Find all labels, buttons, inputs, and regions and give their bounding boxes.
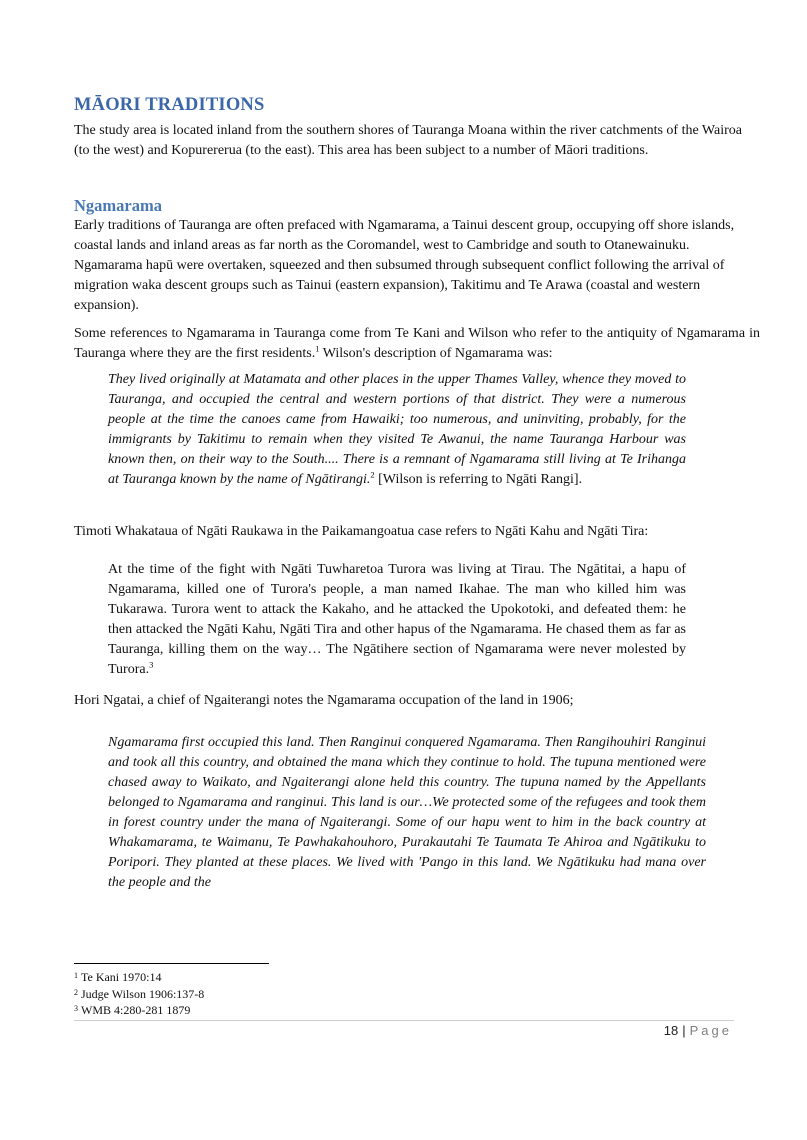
footnote-1-text: Te Kani 1970:14 bbox=[81, 970, 162, 984]
paragraph-timoti: Timoti Whakataua of Ngāti Raukawa in the Paikamangoatua case refers to Ngāti Kahu and Ngāti Tira: bbox=[74, 524, 649, 539]
page-footer bbox=[664, 1023, 732, 1038]
paragraph-hori-ngatai: Hori Ngatai, a chief of Ngaiterangi notes the Ngamarama occupation of the land in 1906; bbox=[74, 693, 574, 708]
footnote-2-text: Judge Wilson 1906:137-8 bbox=[81, 986, 205, 1001]
paragraph-references-text-cont: Wilson's description of Ngamarama was: bbox=[319, 346, 553, 361]
footnote-ref-3: 3 bbox=[149, 659, 154, 670]
footer-separator: | bbox=[682, 1023, 686, 1038]
section-heading: MĀORI TRADITIONS bbox=[74, 95, 265, 115]
quote-hori-ngatai: Ngamarama first occupied this land. Then Ranginui conquered Ngamarama. Then Rangihouhiri Ranginui and took all this country, and obtained the mana which they continue to hold. The tupuna mentioned were chased away to Waikato, and Ngaiterangi alone held this country. The tupuna named by the Appellants belonged to Ngamarama and ranginui. This land is our…We protected some of the refugees and took them in forest country under the mana of Ngaiterangi. Some of our hapu went to him in the back country at Whakamarama, te Waimanu, Te Pawhakahouhoro, Purakautahi Te Taumata Te Ahiroa and Ngātikuku to Poripori. They planted at these places. We lived with 'Pango in this land. We Ngātikuku had mana over the people and the bbox=[108, 735, 706, 890]
intro-paragraph: The study area is located inland from the southern shores of Tauranga Moana within the river catchments of the Wairoa (to the west) and Kopurererua (to the east). This area has been subject to a number of Māori traditions. bbox=[74, 123, 742, 158]
footnote-2 bbox=[74, 986, 204, 1003]
subsection-heading: Ngamarama bbox=[74, 196, 162, 215]
footnote-divider bbox=[74, 963, 269, 964]
quote-wilson-text: They lived originally at Matamata and other places in the upper Thames Valley, whence they moved to Tauranga, and occupied the central and western portions of that district. They were a numerous people at the time the canoes came from Hawaiki; too numerous, and uninviting, probably, for the immigrants by Takitimu to remain when they visited Te Awanui, the name Tauranga Harbour was known then, on their way to the South.... There is a remnant of Ngamarama still living at Te Irihanga at Tauranga known by the name of Ngātirangi. bbox=[108, 372, 686, 487]
quote-wilson bbox=[108, 370, 686, 490]
page-label: Page bbox=[689, 1023, 732, 1038]
footnote-1-number: 1 bbox=[74, 971, 78, 980]
quote-wilson-note: [Wilson is referring to Ngāti Rangi]. bbox=[374, 472, 583, 487]
paragraph-references bbox=[74, 324, 760, 364]
quote-timoti bbox=[108, 560, 686, 680]
quote-timoti-text: At the time of the fight with Ngāti Tuwharetoa Turora was living at Tirau. The Ngātitai, a hapu of Ngamarama, killed one of Turora's people, a man named Ikahae. The man who killed him was Tukarawa. Turora went to attack the Kakaho, and he attacked the Upokotoki, and defeated them: he then attacked the Ngāti Kahu, Ngāti Tira and other hapus of the Ngamarama. He chased them as far as Tauranga, killing them on the way… The Ngātihere section of Ngamarama were never molested by Turora. bbox=[108, 562, 686, 677]
footnote-3-number: 3 bbox=[74, 1004, 78, 1013]
paragraph-references-text: Some references to Ngamarama in Tauranga come from Te Kani and Wilson who refer to the antiquity of Ngamarama in Tauranga where they are the first residents. bbox=[74, 326, 760, 361]
footnote-2-number: 2 bbox=[74, 987, 78, 997]
page-number: 18 bbox=[663, 1023, 679, 1038]
footer-divider bbox=[74, 1020, 734, 1021]
footnote-3 bbox=[74, 1002, 204, 1019]
footnote-1 bbox=[74, 969, 204, 986]
paragraph-ngamarama-traditions: Early traditions of Tauranga are often prefaced with Ngamarama, a Tainui descent group, occupying off shore islands, coastal lands and inland areas as far north as the Coromandel, west to Cambridge and south to Otanewainuku. Ngamarama hapū were overtaken, squeezed and then subsumed through subsequent conflict following the arrival of migration waka descent groups such as Tainui (eastern expansion), Takitimu and Te Arawa (coastal and western expansion). bbox=[74, 218, 735, 313]
footnote-ref-1: 1 bbox=[315, 343, 320, 354]
footnotes bbox=[74, 969, 204, 1019]
footnote-ref-2: 2 bbox=[370, 469, 375, 480]
footnote-3-text: WMB 4:280-281 1879 bbox=[81, 1003, 191, 1017]
